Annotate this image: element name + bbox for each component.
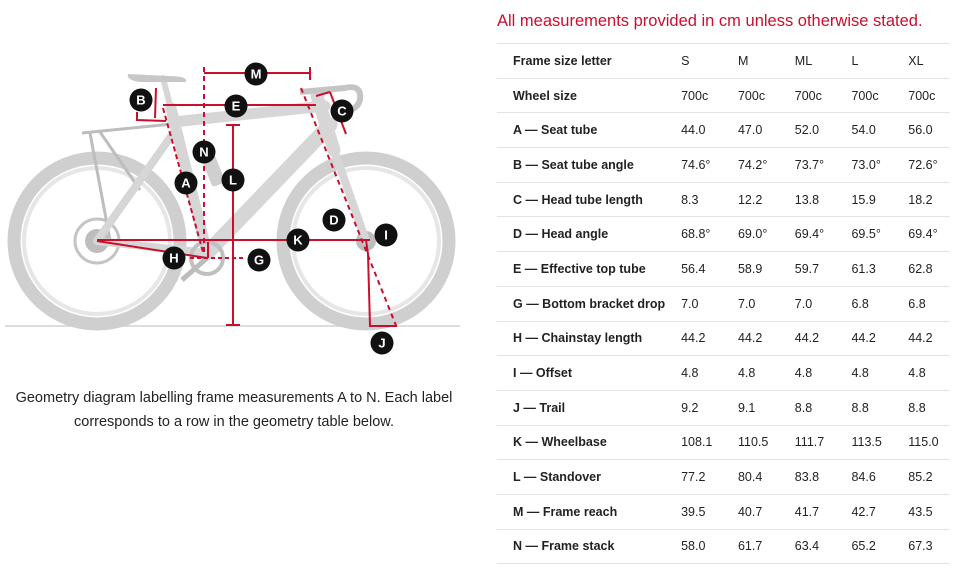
table-cell: 68.8° bbox=[665, 217, 722, 252]
svg-text:J: J bbox=[378, 335, 386, 351]
table-cell: 44.2 bbox=[892, 321, 950, 356]
table-cell: 111.7 bbox=[779, 425, 836, 460]
table-cell: 8.3 bbox=[665, 182, 722, 217]
table-cell: 83.8 bbox=[779, 460, 836, 495]
row-label: G — Bottom bracket drop bbox=[497, 286, 665, 321]
table-row bbox=[497, 182, 950, 217]
table-cell: 8.8 bbox=[835, 390, 892, 425]
table-row bbox=[497, 529, 950, 564]
svg-text:I: I bbox=[384, 227, 388, 243]
size-header: L bbox=[835, 44, 892, 79]
table-cell: 700c bbox=[892, 78, 950, 113]
table-row bbox=[497, 390, 950, 425]
row-label: Wheel size bbox=[497, 78, 665, 113]
svg-text:A: A bbox=[181, 175, 191, 191]
table-cell: 65.2 bbox=[835, 529, 892, 564]
table-cell: 56.0 bbox=[892, 113, 950, 148]
table-row bbox=[497, 425, 950, 460]
bike-illustration bbox=[0, 55, 470, 365]
label-badge-g bbox=[248, 249, 271, 272]
svg-text:L: L bbox=[229, 172, 237, 188]
table-cell: 80.4 bbox=[722, 460, 779, 495]
label-badge-d bbox=[323, 209, 346, 232]
label-badge-b bbox=[130, 89, 153, 112]
svg-text:C: C bbox=[337, 103, 347, 119]
table-cell: 69.0° bbox=[722, 217, 779, 252]
table-cell: 4.8 bbox=[835, 356, 892, 391]
table-cell: 84.6 bbox=[835, 460, 892, 495]
row-label: K — Wheelbase bbox=[497, 425, 665, 460]
table-cell: 4.8 bbox=[779, 356, 836, 391]
table-cell: 13.8 bbox=[779, 182, 836, 217]
table-cell: 85.2 bbox=[892, 460, 950, 495]
svg-text:N: N bbox=[199, 144, 209, 160]
svg-text:D: D bbox=[329, 212, 339, 228]
label-badge-j bbox=[371, 332, 394, 355]
table-cell: 44.2 bbox=[722, 321, 779, 356]
table-cell: 44.2 bbox=[779, 321, 836, 356]
label-badge-k bbox=[287, 229, 310, 252]
label-badge-i bbox=[375, 224, 398, 247]
table-cell: 44.2 bbox=[665, 321, 722, 356]
table-cell: 700c bbox=[835, 78, 892, 113]
table-cell: 42.7 bbox=[835, 494, 892, 529]
table-cell: 63.4 bbox=[779, 529, 836, 564]
table-cell: 7.0 bbox=[665, 286, 722, 321]
row-label: C — Head tube length bbox=[497, 182, 665, 217]
saddle bbox=[128, 74, 186, 82]
table-cell: 73.7° bbox=[779, 148, 836, 183]
table-cell: 6.8 bbox=[892, 286, 950, 321]
table-cell: 58.0 bbox=[665, 529, 722, 564]
table-row bbox=[497, 321, 950, 356]
table-cell: 77.2 bbox=[665, 460, 722, 495]
label-badge-a bbox=[175, 172, 198, 195]
header-label: Frame size letter bbox=[497, 44, 665, 79]
table-cell: 41.7 bbox=[779, 494, 836, 529]
table-row bbox=[497, 78, 950, 113]
table-row bbox=[497, 113, 950, 148]
table-cell: 4.8 bbox=[722, 356, 779, 391]
table-row bbox=[497, 356, 950, 391]
table-cell: 52.0 bbox=[779, 113, 836, 148]
table-cell: 47.0 bbox=[722, 113, 779, 148]
size-header: M bbox=[722, 44, 779, 79]
table-row bbox=[497, 217, 950, 252]
table-cell: 700c bbox=[779, 78, 836, 113]
geometry-table bbox=[497, 43, 950, 564]
table-cell: 40.7 bbox=[722, 494, 779, 529]
table-cell: 74.6° bbox=[665, 148, 722, 183]
row-label: J — Trail bbox=[497, 390, 665, 425]
table-cell: 4.8 bbox=[892, 356, 950, 391]
table-cell: 700c bbox=[722, 78, 779, 113]
table-cell: 113.5 bbox=[835, 425, 892, 460]
svg-text:E: E bbox=[231, 98, 241, 114]
table-cell: 73.0° bbox=[835, 148, 892, 183]
svg-text:K: K bbox=[293, 232, 303, 248]
svg-text:M: M bbox=[250, 66, 262, 82]
table-cell: 69.4° bbox=[892, 217, 950, 252]
table-cell: 9.1 bbox=[722, 390, 779, 425]
diagram-caption: Geometry diagram labelling frame measurements A to N. Each label corresponds to a row in the geometry table below. bbox=[15, 390, 453, 430]
table-cell: 61.3 bbox=[835, 252, 892, 287]
row-label: L — Standover bbox=[497, 460, 665, 495]
units-note: All measurements provided in cm unless otherwise stated. bbox=[497, 12, 923, 30]
table-cell: 6.8 bbox=[835, 286, 892, 321]
label-badge-l bbox=[222, 169, 245, 192]
table-cell: 69.5° bbox=[835, 217, 892, 252]
table-cell: 74.2° bbox=[722, 148, 779, 183]
table-row bbox=[497, 494, 950, 529]
label-badge-h bbox=[163, 247, 186, 270]
table-cell: 59.7 bbox=[779, 252, 836, 287]
table-cell: 54.0 bbox=[835, 113, 892, 148]
row-label: E — Effective top tube bbox=[497, 252, 665, 287]
row-label: N — Frame stack bbox=[497, 529, 665, 564]
table-cell: 44.0 bbox=[665, 113, 722, 148]
table-cell: 12.2 bbox=[722, 182, 779, 217]
table-cell: 9.2 bbox=[665, 390, 722, 425]
table-row bbox=[497, 286, 950, 321]
table-cell: 8.8 bbox=[779, 390, 836, 425]
label-badge-c bbox=[331, 100, 354, 123]
table-cell: 69.4° bbox=[779, 217, 836, 252]
table-cell: 108.1 bbox=[665, 425, 722, 460]
table-cell: 58.9 bbox=[722, 252, 779, 287]
svg-text:H: H bbox=[169, 250, 179, 266]
row-label: I — Offset bbox=[497, 356, 665, 391]
size-header: S bbox=[665, 44, 722, 79]
svg-text:B: B bbox=[136, 92, 146, 108]
table-cell: 72.6° bbox=[892, 148, 950, 183]
row-label: M — Frame reach bbox=[497, 494, 665, 529]
table-cell: 700c bbox=[665, 78, 722, 113]
table-cell: 115.0 bbox=[892, 425, 950, 460]
table-cell: 56.4 bbox=[665, 252, 722, 287]
table-row bbox=[497, 460, 950, 495]
table-cell: 67.3 bbox=[892, 529, 950, 564]
table-body bbox=[497, 78, 950, 564]
table-row bbox=[497, 148, 950, 183]
table-cell: 44.2 bbox=[835, 321, 892, 356]
row-label: A — Seat tube bbox=[497, 113, 665, 148]
table-cell: 15.9 bbox=[835, 182, 892, 217]
table-row bbox=[497, 252, 950, 287]
table-cell: 7.0 bbox=[779, 286, 836, 321]
geometry-diagram bbox=[0, 55, 470, 365]
size-header: ML bbox=[779, 44, 836, 79]
table-header-row bbox=[497, 44, 950, 79]
table-cell: 18.2 bbox=[892, 182, 950, 217]
table-cell: 4.8 bbox=[665, 356, 722, 391]
table-cell: 7.0 bbox=[722, 286, 779, 321]
table-cell: 62.8 bbox=[892, 252, 950, 287]
size-header: XL bbox=[892, 44, 950, 79]
svg-text:G: G bbox=[253, 252, 265, 268]
row-label: B — Seat tube angle bbox=[497, 148, 665, 183]
crank-arm bbox=[182, 258, 207, 280]
row-label: H — Chainstay length bbox=[497, 321, 665, 356]
row-label: D — Head angle bbox=[497, 217, 665, 252]
label-badge-e bbox=[225, 95, 248, 118]
table-cell: 43.5 bbox=[892, 494, 950, 529]
table-cell: 110.5 bbox=[722, 425, 779, 460]
label-badge-m bbox=[245, 63, 268, 86]
table-cell: 39.5 bbox=[665, 494, 722, 529]
label-badge-n bbox=[193, 141, 216, 164]
table-cell: 61.7 bbox=[722, 529, 779, 564]
table-cell: 8.8 bbox=[892, 390, 950, 425]
